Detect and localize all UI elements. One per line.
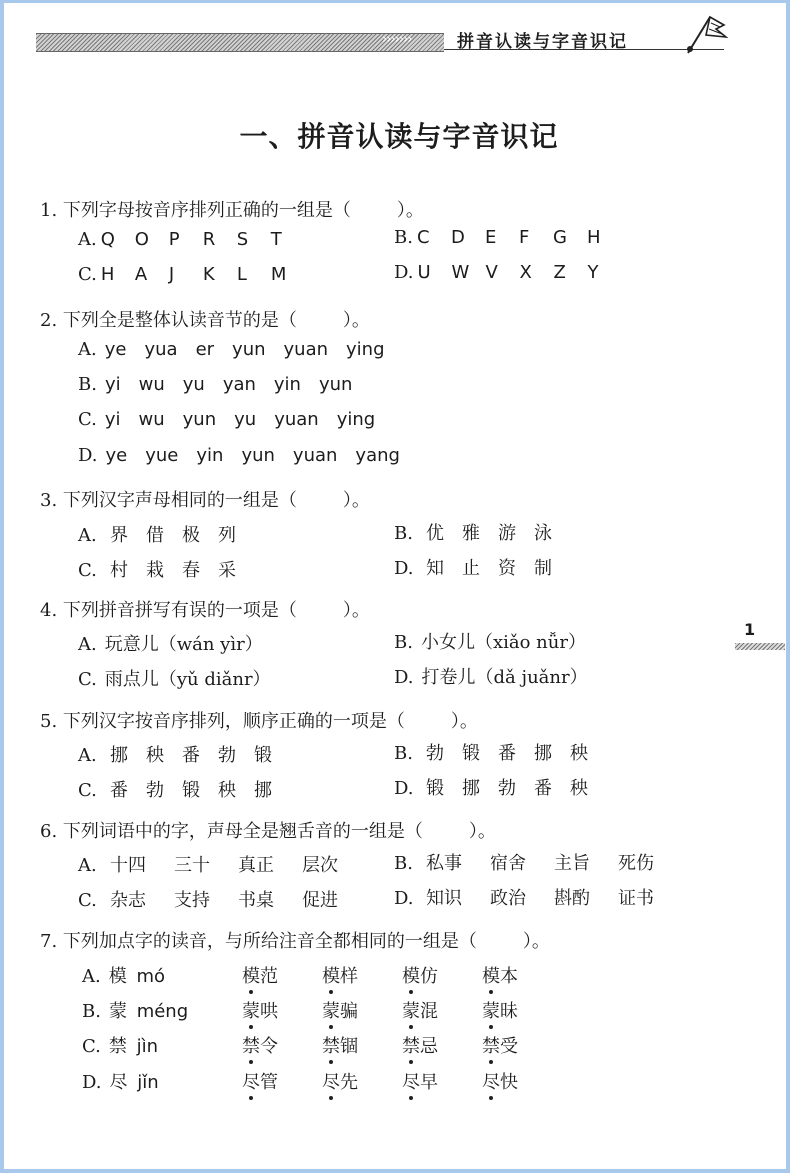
emphasis-dot-char: 模 — [322, 966, 340, 987]
emphasis-dot-char: 尽 — [402, 1072, 420, 1093]
word-rest: 样 — [340, 966, 358, 987]
question-3-option-a[interactable]: A. 界 借 极 列 — [78, 525, 236, 546]
question-2-option-c[interactable]: C. yi wu yun yu yuan ying — [78, 409, 376, 430]
q7b-word-4 — [482, 997, 518, 1023]
q7d-word-2 — [322, 1068, 358, 1094]
question-4-option-c[interactable]: C. 雨点儿（yǔ diǎnr） — [78, 669, 271, 690]
word-rest: 早 — [420, 1072, 438, 1093]
q7c-word-2 — [322, 1032, 358, 1058]
emphasis-dot-char: 蒙 — [242, 1001, 260, 1022]
q7c-word-1 — [242, 1032, 278, 1058]
q7b-word-2 — [322, 997, 358, 1023]
word-rest: 令 — [260, 1036, 278, 1057]
q7d-word-4 — [482, 1068, 518, 1094]
question-5-option-b[interactable]: B. 勃 锻 番 挪 秧 — [394, 743, 588, 764]
question-6-option-c[interactable]: C. 杂志 支持 书桌 促进 — [78, 890, 338, 911]
emphasis-dot-char: 蒙 — [482, 1001, 500, 1022]
question-5-option-d[interactable]: D. 锻 挪 勃 番 秧 — [394, 778, 588, 799]
question-2-stem: 2. 下列全是整体认读音节的是（ ）。 — [40, 310, 370, 331]
emphasis-dot-char: 尽 — [322, 1072, 340, 1093]
question-7-option-a[interactable]: A. 模 mó — [82, 966, 166, 987]
question-7-stem: 7. 下列加点字的读音，与所给注音全都相同的一组是（ ）。 — [40, 931, 550, 952]
question-3-stem: 3. 下列汉字声母相同的一组是（ ）。 — [40, 490, 370, 511]
question-2-option-b[interactable]: B. yi wu yu yan yin yun — [78, 374, 353, 395]
q7a-word-1 — [242, 962, 278, 988]
question-7-option-d[interactable]: D. 尽 jǐn — [82, 1072, 159, 1093]
question-1-option-c[interactable]: C. H A J K L M — [78, 264, 287, 285]
word-rest: 范 — [260, 966, 278, 987]
question-3-option-b[interactable]: B. 优 雅 游 泳 — [394, 523, 552, 544]
q7d-word-1 — [242, 1068, 278, 1094]
question-1-option-b[interactable]: B. C D E F G H — [394, 227, 601, 248]
page-tab-pattern — [735, 643, 785, 650]
word-rest: 仿 — [420, 966, 438, 987]
emphasis-dot-char: 禁 — [242, 1036, 260, 1057]
q7d-word-3 — [402, 1068, 438, 1094]
word-rest: 锢 — [340, 1036, 358, 1057]
header-title: 拼音认读与字音识记 — [457, 32, 628, 52]
emphasis-dot-char: 禁 — [482, 1036, 500, 1057]
q7b-word-3 — [402, 997, 438, 1023]
emphasis-dot-char: 禁 — [322, 1036, 340, 1057]
q7c-word-3 — [402, 1032, 438, 1058]
question-2-option-a[interactable]: A. ye yua er yun yuan ying — [78, 339, 385, 360]
question-1-option-d[interactable]: D. U W V X Z Y — [394, 262, 599, 283]
question-4-option-a[interactable]: A. 玩意儿（wán yìr） — [78, 634, 263, 655]
question-2-option-d[interactable]: D. ye yue yin yun yuan yang — [78, 445, 400, 466]
q7a-word-4 — [482, 962, 518, 988]
word-rest: 受 — [500, 1036, 518, 1057]
question-1-stem: 1. 下列字母按音序排列正确的一组是（ ）。 — [40, 200, 424, 221]
word-rest: 哄 — [260, 1001, 278, 1022]
question-6-option-a[interactable]: A. 十四 三十 真正 层次 — [78, 855, 338, 876]
q7a-word-3 — [402, 962, 438, 988]
flag-icon — [680, 15, 728, 55]
word-rest: 管 — [260, 1072, 278, 1093]
word-rest: 骗 — [340, 1001, 358, 1022]
question-6-option-d[interactable]: D. 知识 政治 斟酌 证书 — [394, 888, 654, 909]
question-4-stem: 4. 下列拼音拼写有误的一项是（ ）。 — [40, 600, 370, 621]
question-6-stem: 6. 下列词语中的字，声母全是翘舌音的一组是（ ）。 — [40, 821, 496, 842]
question-1-option-a[interactable]: A. Q O P R S T — [78, 229, 282, 250]
header-arrows: ››››››› — [382, 32, 412, 47]
word-rest: 先 — [340, 1072, 358, 1093]
emphasis-dot-char: 模 — [402, 966, 420, 987]
question-7-option-c[interactable]: C. 禁 jìn — [82, 1036, 159, 1057]
word-rest: 忌 — [420, 1036, 438, 1057]
emphasis-dot-char: 蒙 — [322, 1001, 340, 1022]
page-number: 1 — [744, 620, 756, 639]
question-3-option-d[interactable]: D. 知 止 资 制 — [394, 558, 552, 579]
question-6-option-b[interactable]: B. 私事 宿舍 主旨 死伤 — [394, 853, 654, 874]
emphasis-dot-char: 尽 — [482, 1072, 500, 1093]
emphasis-dot-char: 模 — [482, 966, 500, 987]
q7b-word-1 — [242, 997, 278, 1023]
emphasis-dot-char: 尽 — [242, 1072, 260, 1093]
word-rest: 昧 — [500, 1001, 518, 1022]
question-5-option-a[interactable]: A. 挪 秧 番 勃 锻 — [78, 745, 272, 766]
section-heading: 一、拼音认读与字音识记 — [239, 120, 559, 153]
word-rest: 混 — [420, 1001, 438, 1022]
question-7-option-b[interactable]: B. 蒙 méng — [82, 1001, 189, 1022]
question-4-option-d[interactable]: D. 打卷儿（dǎ juǎnr） — [394, 667, 588, 688]
emphasis-dot-char: 模 — [242, 966, 260, 987]
question-5-option-c[interactable]: C. 番 勃 锻 秧 挪 — [78, 780, 272, 801]
word-rest: 快 — [500, 1072, 518, 1093]
question-5-stem: 5. 下列汉字按音序排列，顺序正确的一项是（ ）。 — [40, 711, 478, 732]
q7a-word-2 — [322, 962, 358, 988]
emphasis-dot-char: 禁 — [402, 1036, 420, 1057]
question-4-option-b[interactable]: B. 小女儿（xiǎo nǚr） — [394, 632, 586, 653]
emphasis-dot-char: 蒙 — [402, 1001, 420, 1022]
word-rest: 本 — [500, 966, 518, 987]
q7c-word-4 — [482, 1032, 518, 1058]
question-3-option-c[interactable]: C. 村 栽 春 采 — [78, 560, 236, 581]
